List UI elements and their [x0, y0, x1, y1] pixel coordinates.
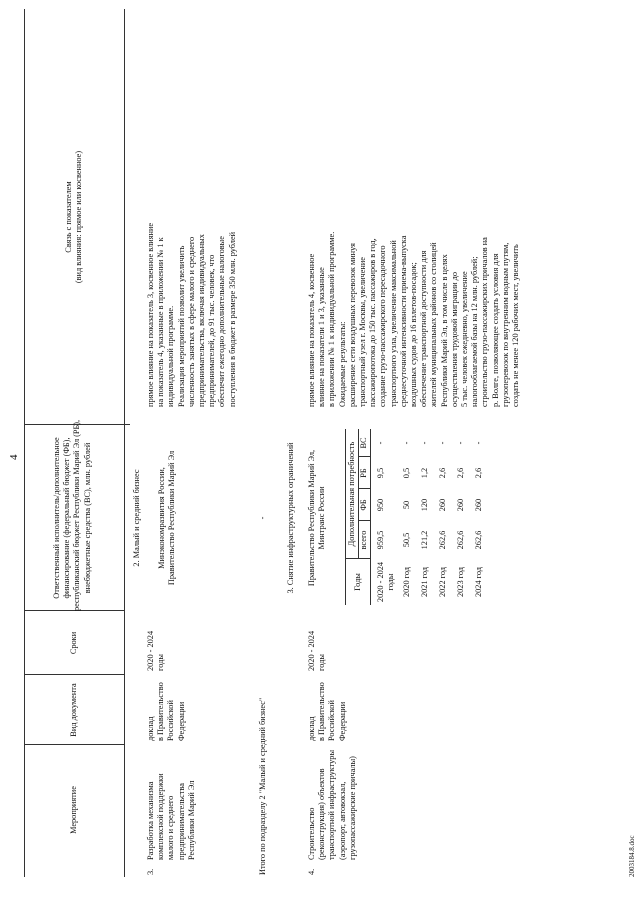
fin-row-vs: -: [420, 441, 429, 445]
fin-row-rb: 0,5: [402, 467, 411, 479]
section-3-title: 3. Снятие инфраструктурных ограничений: [286, 442, 295, 594]
fin-row-total: 262,6: [438, 530, 447, 550]
row-4-link-line: 5 тыс. человек ежедневно, увеличение: [460, 271, 470, 407]
row-4-link-line: налогооблагаемой базы на 12 млн. рублей;: [470, 256, 480, 407]
fin-row-year-suffix: годы: [386, 573, 395, 591]
row-3-measure-line: предпринимательства: [176, 783, 186, 860]
fin-row-year: 2022 год: [438, 567, 447, 597]
row-4-link-line: Ожидаемые результаты:: [337, 321, 347, 407]
header-link-line: Связь с показателем: [64, 181, 73, 253]
row-4-link-line: жителей муниципальных районов со столицей: [429, 242, 439, 407]
row-4-link-line: создать не менее 120 рабочих мест, увеличить: [511, 244, 521, 407]
row-3-link-line: обеспечит ежегодно дополнительные налоговые: [217, 236, 227, 407]
row-4-link-line: р. Волге, позволяющее создать условия для: [490, 253, 500, 407]
fin-header-total: всего: [359, 530, 368, 550]
fin-row-rb: 9,5: [376, 467, 385, 479]
row-3-link-line: Реализация мероприятий позволит увеличить: [176, 245, 186, 407]
row-4-measure-line: (аэропорт, автовокзал,: [337, 781, 347, 860]
row-3-responsible-line: Правительство Республики Марий Эл: [167, 450, 177, 586]
fin-row-rb: 2,6: [438, 467, 447, 479]
row-3-link-line: предпринимательства, включая индивидуальных: [197, 234, 207, 407]
row-3-doc-type-line: Российской: [166, 700, 176, 741]
row-4-terms: [307, 631, 327, 671]
fin-header-vs: ВС: [359, 437, 368, 449]
fin-header-need: Дополнительная потребность: [347, 441, 356, 547]
row-3-num: 3.: [146, 868, 155, 875]
row-4-doc-type-line: Федерации: [337, 701, 347, 741]
row-3-measure-line: малого и среднего: [166, 795, 176, 860]
header-terms: Сроки: [69, 631, 78, 655]
header-measure: Мероприятие: [69, 786, 78, 834]
header-responsible: [52, 419, 93, 611]
fin-row-fb: 950: [376, 498, 385, 512]
row-4-link-line: Республики Марий Эл, в том числе в целях: [439, 254, 449, 407]
row-4-terms-line: годы: [317, 654, 327, 671]
row-3-link-line: поступления в бюджет в размере 350 млн. рублей: [227, 231, 237, 407]
row-4-doc-type-line: доклад: [307, 716, 316, 741]
row-4-doc-type-line: в Правительство: [317, 682, 327, 741]
row-4-responsible-line: Правительство Республики Марий Эл,: [307, 449, 316, 587]
row-3-doc-type: [146, 682, 187, 741]
subsection-2-total-dash: -: [258, 516, 267, 520]
header-responsible-line: республиканский бюджет Республики Марий Эл (РБ),: [72, 419, 82, 611]
row-4-terms-line: 2020 - 2024: [307, 630, 316, 671]
row-3-doc-type-line: доклад: [146, 716, 155, 741]
row-3-terms: [146, 631, 166, 671]
row-4-measure-line: транспортной инфраструктуры: [327, 749, 337, 860]
fin-row-vs: -: [474, 441, 483, 445]
header-bottom-rule: [124, 9, 125, 877]
fin-header-fb: ФБ: [359, 499, 368, 511]
row-3-link-line: численность занятых в сфере малого и среднего: [186, 236, 196, 407]
header-link: [64, 9, 84, 425]
fin-row-vs: -: [438, 441, 447, 445]
row-4-link-line: грузоперевозок по внутренним водным путям,: [500, 242, 510, 407]
row-4-measure: [307, 750, 358, 860]
page-number: 4: [8, 454, 20, 460]
fin-row-rb: 1,2: [420, 467, 429, 479]
fin-row-vs: -: [456, 441, 465, 445]
fin-row-year: 2020 год: [402, 567, 411, 597]
row-4-link-line: влияние на показатели 1 и 3, указанные: [317, 267, 327, 407]
row-3-terms-line: годы: [156, 654, 166, 671]
fin-row-total: 959,5: [376, 530, 385, 550]
fin-row-fb: 260: [456, 498, 465, 512]
row-4-link-line: транспортный узел г. Москвы, увеличение: [358, 257, 368, 407]
fin-row-total: 262,6: [456, 530, 465, 550]
row-4-link-line: строительство грузо-пассажирских причалов на: [480, 237, 490, 407]
header-link-line: (вид влияния: прямое или косвенное): [74, 150, 84, 284]
fin-row-year: 2020 - 2024: [376, 561, 385, 603]
row-3-measure: [146, 773, 197, 860]
row-3-link-line: прямое влияние на показатель 3, косвенное влияние: [146, 222, 155, 407]
row-4-link-line: прямое влияние на показатель 4, косвенное: [307, 253, 316, 407]
row-3-doc-type-line: в Правительство: [156, 682, 166, 741]
row-4-link-line: расширение сети воздушных перевозок минуя: [347, 243, 357, 407]
row-3-terms-line: 2020 - 2024: [146, 630, 155, 671]
fin-header-rb: РБ: [359, 468, 368, 478]
row-3-measure-line: комплексной поддержки: [156, 773, 166, 860]
fin-row-total: 262,6: [474, 530, 483, 550]
row-3-responsible-line: Минэкономразвития России,: [157, 467, 166, 569]
fin-row-total: 121,2: [420, 530, 429, 550]
fin-row-year: 2021 год: [420, 567, 429, 597]
row-4-measure-line: (реконструкция) объектов: [317, 768, 327, 860]
row-3-link-line: на показатель 4, указанные в приложении № 1 к: [156, 237, 166, 407]
header-doc-type: Вид документа: [69, 683, 78, 737]
fin-header-years: Годы: [353, 573, 362, 591]
section-2-title: 2. Малый и средний бизнес: [132, 469, 141, 567]
header-responsible-line: Ответственный исполнитель/дополнительное: [52, 437, 61, 599]
row-4-measure-line: грузопассажирские причалы): [347, 756, 357, 860]
row-4-link-line: пассажиропотока до 150 тыс. пассажиров в год,: [368, 238, 378, 407]
row-4-link-line: в приложении № 1 к индивидуальной программе.: [327, 231, 337, 407]
fin-row-year: 2023 год: [456, 567, 465, 597]
fin-row-total: 50,5: [402, 532, 411, 548]
fin-row-fb: 50: [402, 500, 411, 510]
row-3-measure-line: Разработка механизма: [146, 781, 155, 860]
row-4-responsible-line: Минтранс России: [317, 486, 327, 550]
row-3-link-line: индивидуальной программе.: [166, 305, 176, 407]
fin-row-vs: -: [402, 441, 411, 445]
fin-row-rb: 2,6: [456, 467, 465, 479]
row-4-link-line: транспортного узла, увеличение максимальной: [388, 240, 398, 407]
row-4-doc-type-line: Российской: [327, 700, 337, 741]
fin-row-year: 2024 год: [474, 567, 483, 597]
row-4-num: 4.: [307, 868, 316, 875]
fin-row-rb: 2,6: [474, 467, 483, 479]
row-4-doc-type: [307, 682, 348, 741]
row-4-measure-line: Строительство: [307, 807, 316, 860]
fin-row-vs: -: [376, 441, 385, 445]
fin-row-fb: 260: [474, 498, 483, 512]
row-3-link-line: предпринимателей, до 91 тыс. человек, что: [207, 254, 217, 407]
row-4-link-line: обеспечение транспортной доступности для: [419, 250, 429, 407]
header-top-rule: [24, 9, 25, 877]
subsection-2-total: Итого по подразделу 2 "Малый и средний бизнес": [258, 697, 267, 875]
row-4-responsible: [307, 425, 327, 611]
row-3-measure-line: Республики Марий Эл: [186, 780, 196, 860]
header-responsible-line: финансирование (федеральный бюджет (ФБ),: [62, 437, 72, 599]
header-responsible-line: внебюджетные средства (ВС), млн. рублей: [82, 442, 92, 594]
row-4-link-line: воздушных судов до 16 взлетов-посадок;: [409, 262, 419, 407]
fin-row-fb: 120: [420, 498, 429, 512]
file-name-footer: 2003184.8.doc: [628, 835, 636, 877]
row-4-link: [307, 232, 521, 407]
row-3-responsible: [157, 425, 177, 611]
row-4-link-line: осуществления трудовой миграции до: [449, 271, 459, 407]
row-3-doc-type-line: Федерации: [176, 701, 186, 741]
fin-row-fb: 260: [438, 498, 447, 512]
row-4-link-line: создание грузо-пассажирского пересадочного: [378, 245, 388, 407]
row-4-link-line: среднесуточной интенсивности приема-выпуска: [398, 235, 408, 407]
row-3-link: [146, 223, 238, 407]
